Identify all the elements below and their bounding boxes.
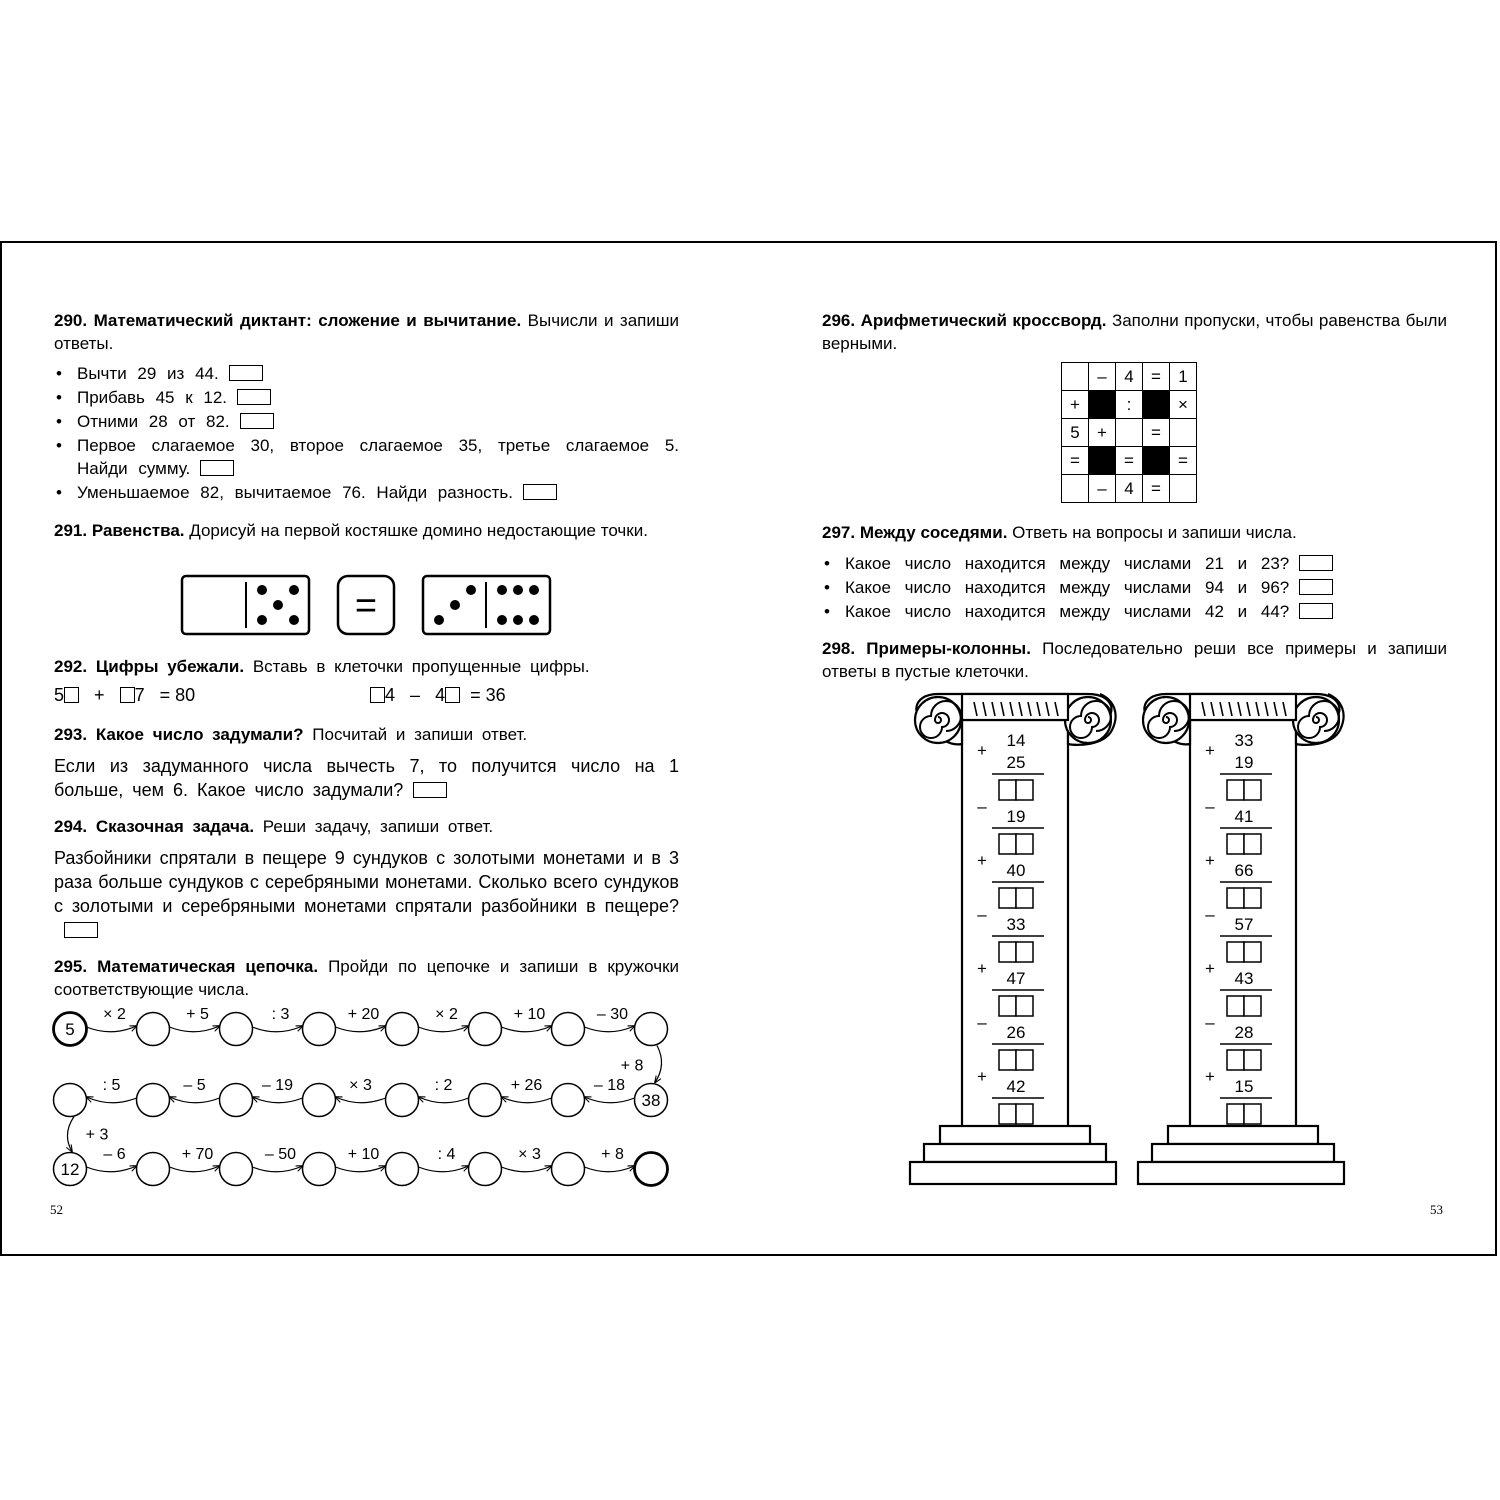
column-operator: – <box>977 1013 987 1032</box>
chain-arrow <box>585 1026 635 1032</box>
column-operator: – <box>1205 905 1215 924</box>
chain-operation: : 4 <box>437 1146 456 1163</box>
answer-digit-box[interactable] <box>1016 888 1033 908</box>
answer-digit-box[interactable] <box>1227 780 1244 800</box>
chain-arrow <box>170 1026 220 1032</box>
task-instruction: Вычисли и запиши ответы. <box>54 311 679 353</box>
chain-circle[interactable] <box>552 1084 585 1117</box>
equation-292-1: 5 + 7 = 80 <box>54 685 196 705</box>
chain-arrow <box>419 1097 469 1103</box>
column-operator: + <box>977 741 987 760</box>
base-step-1 <box>940 1126 1090 1144</box>
chain-operation: + 20 <box>347 1006 380 1023</box>
chain-value: 12 <box>60 1160 80 1179</box>
task-number: 298. <box>822 639 856 658</box>
task-instruction: Реши задачу, запиши ответ. <box>262 817 494 836</box>
task-instruction: Дорисуй на первой костяшке домино недостающие точки. <box>189 521 648 540</box>
given-cell: 4 <box>1116 363 1143 391</box>
chain-circle[interactable] <box>137 1013 170 1046</box>
domino-left[interactable] <box>182 576 309 634</box>
given-cell: = <box>1116 447 1143 475</box>
chain-circle[interactable] <box>137 1084 170 1117</box>
task-number: 295. <box>54 957 88 976</box>
chain-circle[interactable] <box>137 1153 170 1186</box>
answer-digit-box[interactable] <box>1227 888 1244 908</box>
task-number: 294. <box>54 817 88 836</box>
column-number: 41 <box>1234 807 1254 826</box>
chain-operation: – 19 <box>261 1077 294 1094</box>
chain-circle[interactable] <box>220 1084 253 1117</box>
answer-box[interactable] <box>1299 555 1333 571</box>
answer-digit-box[interactable] <box>1227 834 1244 854</box>
answer-digit-box[interactable] <box>1244 942 1261 962</box>
column-number: 15 <box>1234 1077 1254 1096</box>
given-cell: + <box>1089 419 1116 447</box>
task-number: 290. <box>54 311 88 330</box>
empty-cell[interactable] <box>1170 419 1197 447</box>
column-1 <box>908 690 1120 1190</box>
chain-operation: × 2 <box>435 1006 458 1023</box>
chain-circle[interactable] <box>386 1153 419 1186</box>
base-step-3 <box>910 1162 1116 1184</box>
page-number-left: 52 <box>50 1202 63 1217</box>
task-293 <box>54 724 679 747</box>
answer-digit-box[interactable] <box>1227 996 1244 1016</box>
domino-right <box>423 576 550 634</box>
task-instruction: Посчитай и запиши ответ. <box>312 725 528 744</box>
column-number: 19 <box>1234 753 1254 772</box>
chain-operation: + 10 <box>347 1146 380 1163</box>
task-title: Математическая цепочка. <box>97 957 319 976</box>
task-290-list <box>54 363 679 504</box>
task-290 <box>54 310 679 506</box>
equals-sign: = <box>354 585 378 627</box>
chain-operation: + 10 <box>513 1006 546 1023</box>
answer-digit-box[interactable] <box>1244 996 1261 1016</box>
column-abacus <box>962 694 1068 720</box>
chain-operation: – 18 <box>593 1077 626 1094</box>
digit-box[interactable] <box>64 687 79 703</box>
chain-arrow <box>502 1026 552 1032</box>
chain-circle[interactable] <box>469 1013 502 1046</box>
chain-arrow <box>585 1097 635 1103</box>
black-cell <box>1089 447 1116 475</box>
task-title: Цифры убежали. <box>95 657 245 676</box>
given-cell: : <box>1116 391 1143 419</box>
task-number: 293. <box>54 725 88 744</box>
answer-digit-box[interactable] <box>1227 1104 1244 1124</box>
answer-digit-box[interactable] <box>1244 1050 1261 1070</box>
domino-equation <box>180 574 554 638</box>
black-cell <box>1143 391 1170 419</box>
chain-operation: + 8 <box>620 1057 644 1075</box>
task-title: Арифметический кроссворд. <box>860 311 1107 330</box>
answer-digit-box[interactable] <box>999 888 1016 908</box>
task-298 <box>822 638 1447 683</box>
given-cell: = <box>1170 447 1197 475</box>
chain-circle[interactable] <box>303 1013 336 1046</box>
chain-arrow <box>253 1097 303 1103</box>
answer-digit-box[interactable] <box>1016 1050 1033 1070</box>
task-297 <box>822 522 1447 625</box>
chain-circle[interactable] <box>469 1153 502 1186</box>
answer-box[interactable] <box>237 389 271 405</box>
chain-operation: – 5 <box>183 1077 206 1094</box>
task-290-header <box>54 310 679 355</box>
task-title: Какое число задумали? <box>95 725 304 744</box>
answer-digit-box[interactable] <box>1016 834 1033 854</box>
column-operator: + <box>977 1067 987 1086</box>
chain-operation: + 5 <box>186 1006 209 1023</box>
chain-arrow <box>253 1166 303 1172</box>
chain-circle[interactable] <box>220 1153 253 1186</box>
task-title: Примеры-колонны. <box>866 639 1031 658</box>
equals-tile <box>338 576 394 634</box>
task-291 <box>54 520 679 543</box>
chain-operation: + 8 <box>601 1146 624 1163</box>
digit-box[interactable] <box>120 687 135 703</box>
task-instruction: Вставь в клеточки пропущенные цифры. <box>252 657 590 676</box>
answer-digit-box[interactable] <box>1016 942 1033 962</box>
chain-arrow <box>170 1166 220 1172</box>
column-number: 25 <box>1006 753 1026 772</box>
base-step-1 <box>1168 1126 1318 1144</box>
column-operator: – <box>1205 797 1215 816</box>
task-title: Между соседями. <box>859 523 1008 542</box>
list-item: • Какое число находится между числами 21 и 23? <box>822 553 1447 576</box>
chain-arrow <box>502 1097 552 1103</box>
given-cell: = <box>1143 363 1170 391</box>
answer-box[interactable] <box>1299 603 1333 619</box>
list-item: • Первое слагаемое 30, второе слагаемое 35, третье слагаемое 5. Найди сумму. <box>54 435 679 480</box>
answer-digit-box[interactable] <box>999 1104 1016 1124</box>
chain-circle[interactable] <box>552 1153 585 1186</box>
task-293-text: Если из задуманного числа вычесть 7, то получится число на 1 больше, чем 6. Какое число задумали? <box>54 756 679 800</box>
empty-cell[interactable] <box>1062 363 1089 391</box>
list-item: • Уменьшаемое 82, вычитаемое 76. Найди разность. <box>54 482 679 505</box>
task-292 <box>54 656 679 679</box>
chain-operation: : 5 <box>102 1077 121 1094</box>
empty-cell[interactable] <box>1170 475 1197 503</box>
chain-operation: – 30 <box>596 1006 629 1023</box>
chain-operation: : 3 <box>271 1006 290 1023</box>
answer-box[interactable] <box>240 413 274 429</box>
column-operator: – <box>1205 1013 1215 1032</box>
column-number: 26 <box>1006 1023 1026 1042</box>
math-chain <box>40 1000 690 1200</box>
chain-operation: + 70 <box>181 1146 214 1163</box>
chain-operation: + 3 <box>85 1126 109 1144</box>
list-item: • Отними 28 от 82. <box>54 411 679 434</box>
list-item: • Прибавь 45 к 12. <box>54 387 679 410</box>
task-296 <box>822 310 1447 355</box>
chain-operation: × 3 <box>518 1146 541 1163</box>
column-number: 14 <box>1006 731 1026 750</box>
column-number: 66 <box>1234 861 1254 880</box>
task-297-list <box>822 553 1447 624</box>
base-step-3 <box>1138 1162 1344 1184</box>
answer-digit-box[interactable] <box>1227 942 1244 962</box>
answer-digit-box[interactable] <box>1016 1104 1033 1124</box>
column-operator: + <box>1205 959 1215 978</box>
task-title: Равенства. <box>91 521 185 540</box>
column-number: 47 <box>1006 969 1026 988</box>
chain-arrow <box>655 1046 662 1083</box>
answer-box[interactable] <box>413 782 447 798</box>
answer-box[interactable] <box>64 922 98 938</box>
chain-circle[interactable] <box>303 1084 336 1117</box>
column-operator: + <box>1205 1067 1215 1086</box>
answer-digit-box[interactable] <box>999 942 1016 962</box>
list-item: • Вычти 29 из 44. <box>54 363 679 386</box>
column-number: 28 <box>1234 1023 1254 1042</box>
given-cell: = <box>1143 419 1170 447</box>
column-operator: + <box>1205 741 1215 760</box>
chain-value: 5 <box>65 1020 75 1039</box>
task-instruction: Пройди по цепочке и запиши в кружочки соответствующие числа. <box>54 957 679 999</box>
list-item: • Какое число находится между числами 42 и 44? <box>822 601 1447 624</box>
task-instruction: Ответь на вопросы и запиши числа. <box>1012 523 1297 542</box>
chain-arrow <box>170 1097 220 1103</box>
digit-box[interactable] <box>445 687 460 703</box>
equation-292-2: 4 – 4 = 36 <box>370 685 506 706</box>
chain-operation: : 2 <box>434 1077 453 1094</box>
given-cell: 4 <box>1116 475 1143 503</box>
given-cell: + <box>1062 391 1089 419</box>
chain-arrow <box>67 1117 74 1152</box>
chain-operation: – 6 <box>103 1146 126 1163</box>
given-cell: 1 <box>1170 363 1197 391</box>
given-cell: = <box>1143 475 1170 503</box>
chain-circle[interactable] <box>635 1013 668 1046</box>
column-number: 40 <box>1006 861 1026 880</box>
task-instruction: Последовательно реши все примеры и запиши ответы в пустые клеточки. <box>822 639 1447 681</box>
column-operator: + <box>977 959 987 978</box>
chain-value: 38 <box>641 1091 661 1110</box>
answer-digit-box[interactable] <box>999 1050 1016 1070</box>
chain-arrow <box>87 1097 137 1103</box>
digit-box[interactable] <box>370 687 385 703</box>
chain-operation: × 3 <box>349 1077 372 1094</box>
answer-box[interactable] <box>229 365 263 381</box>
column-operator: + <box>977 851 987 870</box>
chain-end-circle[interactable] <box>635 1153 668 1186</box>
chain-arrow <box>87 1166 137 1172</box>
answer-digit-box[interactable] <box>1227 1050 1244 1070</box>
chain-circle[interactable] <box>552 1013 585 1046</box>
answer-digit-box[interactable] <box>999 996 1016 1016</box>
column-number: 43 <box>1234 969 1254 988</box>
base-step-2 <box>1152 1144 1334 1162</box>
given-cell: 5 <box>1062 419 1089 447</box>
chain-circle[interactable] <box>386 1084 419 1117</box>
answer-box[interactable] <box>1299 579 1333 595</box>
answer-digit-box[interactable] <box>1244 888 1261 908</box>
list-item: • Какое число находится между числами 94 и 96? <box>822 577 1447 600</box>
task-294 <box>54 816 679 839</box>
column-operator: + <box>1205 851 1215 870</box>
answer-box[interactable] <box>200 460 234 476</box>
task-294-text: Разбойники спрятали в пещере 9 сундуков с золотыми монетами и в 3 раза больше сундуков с серебряными монетами. Сколько всего сундуков с золотыми и серебряными монетами спрятали разбойники в пещере? <box>54 846 679 942</box>
answer-digit-box[interactable] <box>1244 780 1261 800</box>
task-number: 296. <box>822 311 856 330</box>
given-cell: × <box>1170 391 1197 419</box>
chain-arrow <box>87 1026 137 1032</box>
column-number: 19 <box>1006 807 1026 826</box>
empty-cell[interactable] <box>1062 475 1089 503</box>
answer-digit-box[interactable] <box>999 780 1016 800</box>
answer-digit-box[interactable] <box>1244 834 1261 854</box>
answer-digit-box[interactable] <box>1016 780 1033 800</box>
chain-circle[interactable] <box>386 1013 419 1046</box>
chain-circle[interactable] <box>469 1084 502 1117</box>
column-operator: – <box>977 797 987 816</box>
answer-digit-box[interactable] <box>999 834 1016 854</box>
column-number: 57 <box>1234 915 1254 934</box>
task-instruction: Заполни пропуски, чтобы равенства были верными. <box>822 311 1447 353</box>
chain-arrow <box>585 1166 635 1172</box>
chain-arrow <box>419 1026 469 1032</box>
chain-arrow <box>253 1026 303 1032</box>
task-number: 291. <box>54 521 88 540</box>
column-number: 33 <box>1234 731 1254 750</box>
column-2 <box>1136 690 1348 1190</box>
chain-circle[interactable] <box>303 1153 336 1186</box>
task-number: 297. <box>822 523 856 542</box>
answer-digit-box[interactable] <box>1244 1104 1261 1124</box>
given-cell: – <box>1089 475 1116 503</box>
black-cell <box>1143 447 1170 475</box>
black-cell <box>1089 391 1116 419</box>
answer-digit-box[interactable] <box>1016 996 1033 1016</box>
chain-arrow <box>336 1097 386 1103</box>
task-title: Сказочная задача. <box>95 817 255 836</box>
task-295 <box>54 956 679 1001</box>
base-step-2 <box>924 1144 1106 1162</box>
task-title: Математический диктант: сложение и вычитание. <box>93 311 522 330</box>
chain-operation: – 50 <box>264 1146 297 1163</box>
chain-operation: × 2 <box>103 1006 126 1023</box>
chain-circle[interactable] <box>220 1013 253 1046</box>
column-number: 33 <box>1006 915 1026 934</box>
column-operator: – <box>977 905 987 924</box>
given-cell: = <box>1062 447 1089 475</box>
chain-arrow <box>419 1166 469 1172</box>
chain-arrow <box>502 1166 552 1172</box>
page-number-right: 53 <box>1430 1202 1443 1217</box>
chain-arrow <box>336 1166 386 1172</box>
column-number: 42 <box>1006 1077 1026 1096</box>
chain-circle[interactable] <box>54 1084 87 1117</box>
arithmetic-crossword <box>1061 362 1197 503</box>
empty-cell[interactable] <box>1116 419 1143 447</box>
chain-operation: + 26 <box>510 1077 543 1094</box>
answer-box[interactable] <box>523 484 557 500</box>
given-cell: – <box>1089 363 1116 391</box>
column-abacus <box>1190 694 1296 720</box>
task-number: 292. <box>54 657 88 676</box>
chain-arrow <box>336 1026 386 1032</box>
